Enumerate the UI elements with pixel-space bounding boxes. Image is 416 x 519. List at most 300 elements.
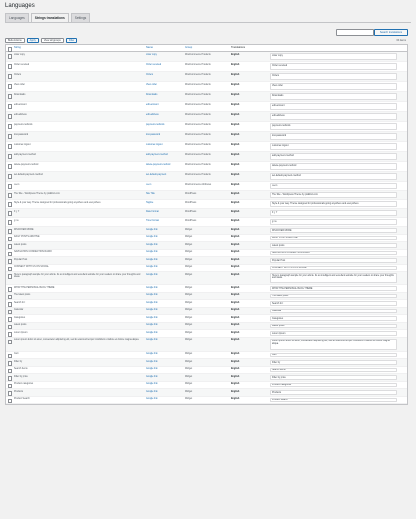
- string-text: Popular Post: [14, 258, 28, 261]
- table-row: [6, 218, 407, 227]
- row-checkbox[interactable]: [8, 104, 13, 109]
- language-label: English: [231, 383, 240, 386]
- language-label: English: [231, 63, 240, 66]
- name-text[interactable]: Google link: [146, 360, 158, 363]
- language-label: English: [231, 360, 240, 363]
- string-text: F j, Y: [14, 210, 20, 213]
- string-text: lost-password: [14, 133, 29, 136]
- translation-value: Latest posts: [272, 325, 285, 328]
- row-checkbox[interactable]: [8, 391, 13, 396]
- translation-cell: [229, 102, 407, 111]
- name-text[interactable]: Google link: [146, 331, 158, 334]
- row-select-cell: [6, 397, 12, 404]
- row-checkbox[interactable]: [8, 64, 13, 69]
- row-checkbox[interactable]: [8, 84, 13, 89]
- string-text: edit-address: [14, 113, 27, 116]
- group-text: Widget: [185, 331, 193, 334]
- language-label: English: [231, 398, 240, 401]
- translation-value: F j, Y: [272, 211, 278, 214]
- table-row: [6, 367, 407, 375]
- string-cell: [12, 397, 146, 404]
- translation-input[interactable]: [270, 73, 397, 80]
- name-text[interactable]: Google link: [146, 301, 158, 304]
- name-text[interactable]: i-a-m: [146, 183, 152, 186]
- name-cell: [146, 389, 185, 396]
- row-checkbox[interactable]: [8, 244, 13, 249]
- translation-input[interactable]: [270, 143, 397, 150]
- row-checkbox[interactable]: [8, 54, 13, 59]
- row-checkbox[interactable]: [8, 317, 13, 322]
- translation-value: delete-payment-method: [272, 164, 297, 167]
- translation-input[interactable]: [270, 273, 397, 283]
- translation-input[interactable]: [270, 331, 397, 336]
- string-cell: [12, 382, 146, 389]
- table-row: [6, 272, 407, 285]
- translation-input[interactable]: [270, 243, 397, 248]
- row-checkbox[interactable]: [8, 252, 13, 257]
- row-checkbox[interactable]: [8, 302, 13, 307]
- language-label: English: [231, 228, 240, 231]
- translation-cell: [229, 132, 407, 141]
- group-cell: [185, 257, 229, 264]
- table-row: [6, 191, 407, 200]
- name-cell: [146, 122, 185, 131]
- row-select-cell: [6, 300, 12, 307]
- name-text[interactable]: Google link: [146, 294, 158, 297]
- group-cell: [185, 293, 229, 300]
- translation-value: lost-password: [272, 134, 287, 137]
- translation-input[interactable]: [270, 316, 397, 321]
- string-cell: [12, 62, 146, 71]
- translation-input[interactable]: [270, 210, 397, 216]
- row-select-cell: [6, 330, 12, 337]
- translation-cell: [229, 82, 407, 91]
- string-text: Product categories: [14, 383, 34, 386]
- translation-input[interactable]: [270, 163, 397, 170]
- row-checkbox[interactable]: [8, 287, 13, 292]
- translation-input[interactable]: [270, 236, 397, 241]
- row-checkbox[interactable]: [8, 361, 13, 366]
- translation-input[interactable]: [270, 368, 397, 373]
- translation-value: edit-address: [272, 114, 285, 117]
- name-text[interactable]: View order: [146, 83, 157, 86]
- apply-button[interactable]: Apply: [27, 38, 39, 43]
- translation-input[interactable]: [270, 183, 397, 189]
- translation-value: Lorem ipsum dolor sit amet, consectetur adipiscing elit, sed do eiusmod tempor incididunt ut labore et dolore magna aliqua.: [272, 340, 390, 345]
- string-cell: [12, 352, 146, 359]
- row-checkbox[interactable]: [8, 193, 13, 198]
- translation-input[interactable]: [270, 324, 397, 329]
- name-text[interactable]: Google link: [146, 243, 158, 246]
- translation-value: Product Search: [272, 399, 288, 402]
- translation-value: DISCOVER MORE: [272, 229, 292, 232]
- translation-input[interactable]: [270, 339, 397, 350]
- table-row: [6, 82, 407, 92]
- name-text[interactable]: Google link: [146, 286, 158, 289]
- name-text[interactable]: delete-payment-method: [146, 163, 171, 166]
- row-checkbox[interactable]: [8, 340, 13, 345]
- translation-value: Search Items: [272, 369, 286, 372]
- language-label: English: [231, 113, 240, 116]
- language-label: English: [231, 243, 240, 246]
- translation-value: Cart: [272, 354, 277, 357]
- string-text: Calendar: [14, 309, 24, 312]
- row-checkbox[interactable]: [8, 211, 13, 216]
- table-header: [6, 45, 407, 52]
- name-text[interactable]: Google link: [146, 273, 158, 276]
- tab-settings[interactable]: Settings: [71, 13, 91, 22]
- name-text[interactable]: edit-address: [146, 113, 159, 116]
- name-text[interactable]: Google link: [146, 251, 158, 254]
- translation-input[interactable]: [270, 133, 397, 140]
- string-cell: [12, 265, 146, 272]
- name-text[interactable]: Google link: [146, 258, 158, 261]
- translation-cell: [229, 152, 407, 161]
- group-cell: [185, 272, 229, 284]
- row-checkbox[interactable]: [8, 229, 13, 234]
- translation-cell: [229, 209, 407, 217]
- table-row: [6, 315, 407, 323]
- name-text[interactable]: Google link: [146, 316, 158, 319]
- translation-value: NAVIGATION CONNECTION RADIO: [272, 252, 310, 255]
- group-cell: [185, 323, 229, 330]
- string-cell: [12, 122, 146, 131]
- row-checkbox[interactable]: [8, 220, 13, 225]
- translation-input[interactable]: [270, 294, 397, 299]
- group-cell: [185, 397, 229, 404]
- translation-input[interactable]: [270, 360, 397, 365]
- string-text: The latest posts: [14, 294, 31, 297]
- row-checkbox[interactable]: [8, 154, 13, 159]
- language-label: English: [231, 163, 240, 166]
- translation-input[interactable]: [270, 192, 397, 198]
- table-row: [6, 132, 407, 142]
- group-cell: [185, 389, 229, 396]
- translation-cell: [229, 300, 407, 307]
- translation-cell: [229, 265, 407, 272]
- name-text[interactable]: Google link: [146, 266, 158, 269]
- string-cell: [12, 142, 146, 151]
- group-cell: [185, 122, 229, 131]
- row-select-cell: [6, 272, 12, 284]
- translation-cell: [229, 62, 407, 71]
- translation-input[interactable]: [270, 153, 397, 160]
- translation-value: payment-methods: [272, 124, 291, 127]
- name-text[interactable]: edit-account: [146, 103, 159, 106]
- name-text[interactable]: lost-password: [146, 133, 161, 136]
- name-text[interactable]: customer-logout: [146, 143, 163, 146]
- name-text[interactable]: Tagline: [146, 201, 154, 204]
- language-label: English: [231, 133, 240, 136]
- language-label: English: [231, 331, 240, 334]
- translation-input[interactable]: [270, 258, 397, 263]
- table-row: [6, 300, 407, 308]
- row-checkbox[interactable]: [8, 124, 13, 129]
- name-text[interactable]: Time Format: [146, 219, 159, 222]
- name-cell: [146, 242, 185, 249]
- name-cell: [146, 172, 185, 181]
- translation-value: WHAT THE PERSONAL BLOG THEME: [272, 287, 313, 290]
- name-text[interactable]: Downloads: [146, 93, 158, 96]
- group-cell: [185, 132, 229, 141]
- row-checkbox[interactable]: [8, 332, 13, 337]
- table-row: [6, 235, 407, 243]
- group-cell: [185, 265, 229, 272]
- row-checkbox[interactable]: [8, 164, 13, 169]
- row-checkbox[interactable]: [8, 310, 13, 315]
- name-text[interactable]: Order received: [146, 63, 162, 66]
- name-text[interactable]: Google link: [146, 368, 158, 371]
- row-checkbox[interactable]: [8, 74, 13, 79]
- group-cell: [185, 315, 229, 322]
- translation-cell: [229, 172, 407, 181]
- row-select-cell: [6, 367, 12, 374]
- translation-input[interactable]: [270, 103, 397, 110]
- group-filter-select[interactable]: View all groups: [41, 38, 64, 43]
- group-text: WooCommerce Products: [185, 163, 211, 166]
- table-row: [6, 257, 407, 265]
- group-text: WooCommerce Products: [185, 113, 211, 116]
- group-text: Widget: [185, 273, 193, 276]
- translation-cell: [229, 235, 407, 242]
- row-checkbox[interactable]: [8, 295, 13, 300]
- row-checkbox[interactable]: [8, 174, 13, 179]
- string-cell: [12, 102, 146, 111]
- string-text: Cart: [14, 353, 19, 356]
- language-label: English: [231, 339, 240, 342]
- row-checkbox[interactable]: [8, 94, 13, 99]
- translation-input[interactable]: [270, 398, 397, 403]
- table-row: [6, 62, 407, 72]
- group-text: WooCommerce Products: [185, 143, 211, 146]
- row-checkbox[interactable]: [8, 325, 13, 330]
- name-text[interactable]: order copy: [146, 53, 157, 56]
- row-select-cell: [6, 218, 12, 226]
- table-row: [6, 209, 407, 218]
- name-text[interactable]: Date Format: [146, 210, 159, 213]
- table-row: [6, 265, 407, 273]
- group-cell: [185, 352, 229, 359]
- translation-value: Latest posts: [272, 244, 285, 247]
- string-cell: [12, 52, 146, 61]
- table-row: [6, 72, 407, 82]
- name-text[interactable]: Google link: [146, 339, 158, 342]
- row-select-cell: [6, 152, 12, 161]
- translation-input[interactable]: [270, 123, 397, 130]
- name-text[interactable]: Google link: [146, 324, 158, 327]
- name-cell: [146, 352, 185, 359]
- table-row: [6, 102, 407, 112]
- bulk-actions-select[interactable]: Bulk Actions: [5, 38, 25, 43]
- translation-input[interactable]: [270, 63, 397, 70]
- table-row: [6, 389, 407, 397]
- translation-cell: [229, 72, 407, 81]
- group-cell: [185, 250, 229, 257]
- row-checkbox[interactable]: [8, 267, 13, 272]
- table-row: [6, 293, 407, 301]
- translation-input[interactable]: [270, 251, 397, 256]
- group-cell: [185, 152, 229, 161]
- name-text[interactable]: Google link: [146, 390, 158, 393]
- row-select-cell: [6, 359, 12, 366]
- name-cell: [146, 82, 185, 91]
- row-select-cell: [6, 132, 12, 141]
- select-all-checkbox[interactable]: [8, 47, 13, 52]
- name-text[interactable]: Google link: [146, 383, 158, 386]
- row-checkbox[interactable]: [8, 384, 13, 389]
- row-select-cell: [6, 62, 12, 71]
- filter-button[interactable]: Filter: [66, 38, 78, 43]
- translation-value: order copy: [272, 54, 283, 57]
- group-cell: [185, 374, 229, 381]
- table-row: [6, 308, 407, 316]
- language-label: English: [231, 93, 240, 96]
- translation-value: CONNECT WITH US ON SOCIAL: [272, 267, 307, 270]
- name-text[interactable]: Google link: [146, 228, 158, 231]
- row-checkbox[interactable]: [8, 274, 13, 279]
- row-select-cell: [6, 285, 12, 292]
- language-label: English: [231, 201, 240, 204]
- name-cell: [146, 367, 185, 374]
- translation-value: Products: [272, 391, 282, 394]
- string-text: set-default-payment-method: [14, 173, 43, 176]
- search-input[interactable]: [336, 29, 374, 36]
- translation-input[interactable]: [270, 375, 397, 380]
- row-select-cell: [6, 172, 12, 181]
- row-checkbox[interactable]: [8, 259, 13, 264]
- translation-value: The Site - Wordpress Theme by pixElixir.com: [272, 193, 318, 196]
- row-checkbox[interactable]: [8, 354, 13, 359]
- row-select-cell: [6, 82, 12, 91]
- group-text: WooCommerce Products: [185, 133, 211, 136]
- group-text: Widget: [185, 294, 193, 297]
- translation-cell: [229, 382, 407, 389]
- name-text[interactable]: set-default-payment: [146, 173, 167, 176]
- language-label: English: [231, 368, 240, 371]
- group-cell: [185, 92, 229, 101]
- translation-input[interactable]: [270, 93, 397, 100]
- translation-cell: [229, 250, 407, 257]
- group-text: Widget: [185, 301, 193, 304]
- translation-input[interactable]: [270, 173, 397, 180]
- search-translations-button[interactable]: Search translations: [374, 29, 408, 36]
- group-text: WordPress: [185, 192, 197, 195]
- row-select-cell: [6, 191, 12, 199]
- name-text[interactable]: Google link: [146, 236, 158, 239]
- row-select-cell: [6, 265, 12, 272]
- column-group[interactable]: Group: [185, 46, 193, 49]
- row-checkbox[interactable]: [8, 202, 13, 207]
- strings-table: [5, 44, 408, 405]
- row-checkbox[interactable]: [8, 237, 13, 242]
- name-text[interactable]: Site Title: [146, 192, 155, 195]
- name-text[interactable]: Google link: [146, 398, 158, 401]
- translation-input[interactable]: [270, 286, 397, 291]
- name-cell: [146, 397, 185, 404]
- translation-input[interactable]: [270, 113, 397, 120]
- translation-input[interactable]: [270, 228, 397, 233]
- translation-cell: [229, 218, 407, 226]
- column-string[interactable]: String: [14, 46, 21, 49]
- group-cell: [185, 209, 229, 217]
- name-text[interactable]: add-payment-method: [146, 153, 168, 156]
- translation-input[interactable]: [270, 219, 397, 225]
- name-cell: [146, 308, 185, 315]
- translation-value: Popular Post: [272, 259, 286, 262]
- name-text[interactable]: payment-methods: [146, 123, 165, 126]
- row-checkbox[interactable]: [8, 376, 13, 381]
- string-text: g:i a: [14, 219, 19, 222]
- string-cell: [12, 272, 146, 284]
- translation-input[interactable]: [270, 353, 397, 358]
- tab-strings-translations[interactable]: Strings translations: [31, 13, 69, 23]
- name-cell: [146, 112, 185, 121]
- string-cell: [12, 200, 146, 208]
- translation-value: Downloads: [272, 94, 284, 97]
- translation-input[interactable]: [270, 309, 397, 314]
- name-text[interactable]: Google link: [146, 309, 158, 312]
- translation-value: i-a-m: [272, 184, 278, 187]
- translation-input[interactable]: [270, 53, 397, 60]
- translation-input[interactable]: [270, 83, 397, 90]
- string-cell: [12, 182, 146, 190]
- table-row: [6, 142, 407, 152]
- table-row: [6, 330, 407, 338]
- row-checkbox[interactable]: [8, 184, 13, 189]
- group-cell: [185, 52, 229, 61]
- tab-languages[interactable]: Languages: [5, 13, 29, 22]
- language-label: English: [231, 266, 240, 269]
- tab-divider: [5, 22, 411, 23]
- row-select-cell: [6, 209, 12, 217]
- language-label: English: [231, 103, 240, 106]
- column-name[interactable]: Name: [146, 46, 153, 49]
- row-checkbox[interactable]: [8, 114, 13, 119]
- language-label: English: [231, 183, 240, 186]
- group-text: WooCommerce Products: [185, 63, 211, 66]
- name-cell: [146, 191, 185, 199]
- row-select-cell: [6, 338, 12, 351]
- row-checkbox[interactable]: [8, 399, 13, 404]
- table-row: [6, 338, 407, 352]
- row-select-cell: [6, 308, 12, 315]
- string-text: DISCOVER MORE: [14, 228, 34, 231]
- translation-cell: [229, 52, 407, 61]
- group-text: Widget: [185, 360, 193, 363]
- row-checkbox[interactable]: [8, 369, 13, 374]
- translation-input[interactable]: [270, 201, 397, 207]
- language-label: English: [231, 309, 240, 312]
- name-text[interactable]: Google link: [146, 353, 158, 356]
- string-cell: [12, 235, 146, 242]
- translation-cell: [229, 308, 407, 315]
- string-text: DAILY POSTS ARCHIVE: [14, 236, 40, 239]
- string-cell: [12, 172, 146, 181]
- translation-input[interactable]: [270, 390, 397, 395]
- translation-value: Filter by price: [272, 376, 286, 379]
- name-text[interactable]: Orders: [146, 73, 154, 76]
- name-text[interactable]: Google link: [146, 375, 158, 378]
- name-cell: [146, 338, 185, 351]
- group-cell: [185, 330, 229, 337]
- translation-input[interactable]: [270, 266, 397, 271]
- translation-input[interactable]: [270, 301, 397, 306]
- row-select-cell: [6, 235, 12, 242]
- row-checkbox[interactable]: [8, 144, 13, 149]
- translation-input[interactable]: [270, 383, 397, 388]
- group-cell: [185, 382, 229, 389]
- row-checkbox[interactable]: [8, 134, 13, 139]
